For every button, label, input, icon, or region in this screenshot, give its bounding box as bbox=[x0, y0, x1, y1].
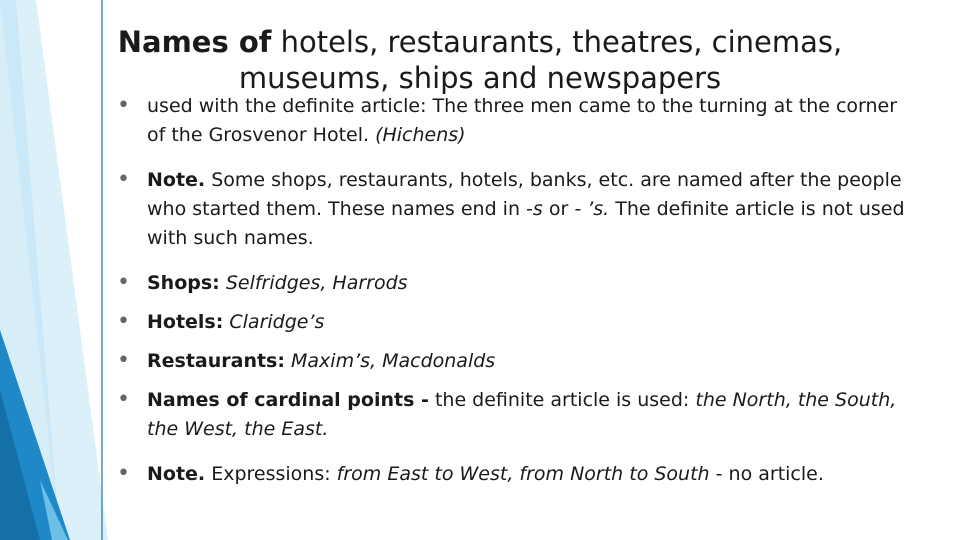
bullet-text: the definite article is used: bbox=[428, 389, 696, 411]
bullet-source: (Hichens) bbox=[375, 124, 466, 146]
bullet-label: Shops: bbox=[147, 272, 220, 294]
bullet-note-expressions bbox=[117, 460, 917, 489]
suffix-apostrophe-s: - ’s. bbox=[574, 198, 610, 220]
bullet-list bbox=[117, 92, 917, 489]
suffix-s: -s bbox=[526, 198, 543, 220]
bullet-shops bbox=[117, 269, 917, 298]
bullet-value: Claridge’s bbox=[223, 311, 325, 333]
bullet-restaurants bbox=[117, 347, 917, 376]
bullet-rest: - no article. bbox=[709, 463, 824, 485]
bullet-value: the North, the South, the West, the East. bbox=[147, 389, 897, 440]
bullet-hotels bbox=[117, 308, 917, 337]
bullet-text: Expressions: bbox=[205, 463, 337, 485]
title-rest: hotels, restaurants, theatres, cinemas, museums, ships and newspapers bbox=[238, 25, 843, 95]
bullet-label: Note. bbox=[147, 463, 206, 485]
slide-title bbox=[100, 24, 860, 96]
bullet-text: used with the definite article: The three men came to the turning at the corner of the Grosvenor Hotel. bbox=[147, 95, 898, 146]
bullet-rest: The definite article is not used with such names. bbox=[147, 198, 905, 249]
connector: or bbox=[542, 198, 575, 220]
bullet-label: Restaurants: bbox=[147, 350, 285, 372]
bullet-value: from East to West, from North to South bbox=[336, 463, 710, 485]
bullet-cardinal-points bbox=[117, 386, 917, 444]
bullet-text: Some shops, restaurants, hotels, banks, etc. are named after the people who started them. These names end in bbox=[147, 169, 902, 220]
bullet-label: Hotels: bbox=[147, 311, 224, 333]
bullet-value: Selfridges, Harrods bbox=[219, 272, 408, 294]
bullet-note-names bbox=[117, 166, 917, 253]
bullet-definite-article bbox=[117, 92, 917, 150]
bullet-label: Note. bbox=[147, 169, 206, 191]
bullet-label: Names of cardinal points - bbox=[147, 389, 429, 411]
title-lead: Names of bbox=[117, 25, 272, 59]
bullet-value: Maxim’s, Macdonalds bbox=[284, 350, 496, 372]
